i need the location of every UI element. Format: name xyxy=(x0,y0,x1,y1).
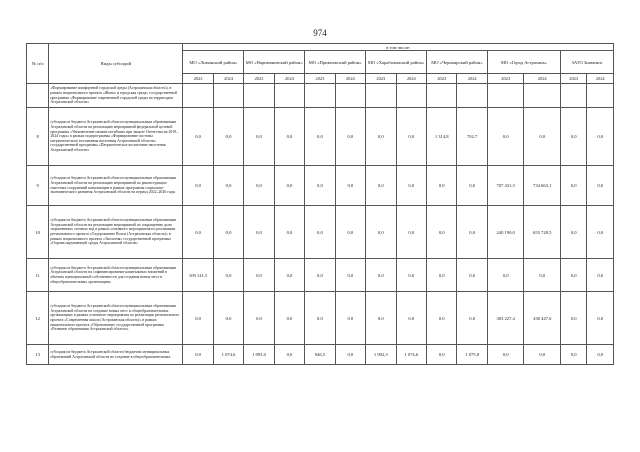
row-number: 10 xyxy=(27,206,49,259)
header-year: 2023 xyxy=(487,74,524,84)
value-cell: 0,0 xyxy=(587,166,614,206)
value-cell: 0,0 xyxy=(305,108,335,166)
value-cell: 438 447,6 xyxy=(524,292,561,345)
page-number: 974 xyxy=(313,28,327,38)
value-cell: 0,0 xyxy=(426,292,456,345)
value-cell: 0,0 xyxy=(560,108,586,166)
value-cell: 1 074,6 xyxy=(213,345,243,365)
value-cell: 0,0 xyxy=(274,259,304,292)
value-cell: 0,0 xyxy=(305,292,335,345)
value-cell: 0,0 xyxy=(244,292,274,345)
header-municipality: ЗАТО Знаменск xyxy=(560,51,613,74)
row-number: 13 xyxy=(27,345,49,365)
value-cell: 0,0 xyxy=(524,345,561,365)
value-cell xyxy=(274,84,304,108)
value-cell: 0,0 xyxy=(183,206,213,259)
value-cell: 303 227,4 xyxy=(487,292,524,345)
header-year: 2024 xyxy=(524,74,561,84)
value-cell: 1 075,8 xyxy=(457,345,487,365)
value-cell: 702,7 xyxy=(457,108,487,166)
value-cell: 0,0 xyxy=(366,292,396,345)
value-cell: 0,0 xyxy=(426,206,456,259)
value-cell: 1 314,8 xyxy=(426,108,456,166)
value-cell: 0,0 xyxy=(487,345,524,365)
header-year: 2024 xyxy=(335,74,365,84)
header-subsidy-type: Виды субсидий xyxy=(49,44,183,84)
value-cell: 0,0 xyxy=(305,259,335,292)
value-cell: 0,0 xyxy=(183,166,213,206)
table-row xyxy=(27,108,614,166)
value-cell: 0,0 xyxy=(213,166,243,206)
value-cell: 0,0 xyxy=(244,108,274,166)
table-row xyxy=(27,259,614,292)
value-cell: 0,0 xyxy=(560,166,586,206)
value-cell: 0,0 xyxy=(335,166,365,206)
subsidy-description: «Формирование комфортной городской среды (Астраханская область)» в рамках национального проекта «Жилье и городская среда» государственной программы «Формирование современной городской среды на территории Астраханской области» xyxy=(49,84,183,108)
value-cell: 0,0 xyxy=(396,108,426,166)
value-cell: 0,0 xyxy=(335,259,365,292)
subsidy-description: субсидия из бюджета Астраханской области муниципальным образованиям Астраханской области на реализацию мероприятий по сокращению доли загрязненных сточных вод в рамках основного мероприятия по реализации регионального проекта «Оздоровление Волги (Астраханская область)» в рамках национального проекта «Экология» государственной программы «Охрана окружающей среды Астраханской области» xyxy=(49,206,183,259)
header-municipality: МО «Харабалинский район» xyxy=(366,51,427,74)
header-municipality: МО «Приволжский район» xyxy=(305,51,366,74)
value-cell xyxy=(560,84,586,108)
value-cell: 0,0 xyxy=(560,206,586,259)
table-row xyxy=(27,84,614,108)
value-cell: 946,5 xyxy=(305,345,335,365)
value-cell: 0,0 xyxy=(396,166,426,206)
value-cell xyxy=(335,84,365,108)
value-cell: 0,0 xyxy=(457,206,487,259)
value-cell: 0,0 xyxy=(396,206,426,259)
subsidy-description: субсидия из бюджета Астраханской области муниципальным образованиям Астраханской области на реализацию мероприятий федеральной целевой программы «Увековечение памяти погибших при защите Отечества на 2019–2024 годы» в рамках подпрограммы «Формирование системы патриотического воспитания населения Астраханской области» государственной программы «Патриотическое воспитание населения Астраханской области» xyxy=(49,108,183,166)
subsidy-description: субсидия из бюджета Астраханской области муниципальным образованиям Астраханской области на создание новых мест в общеобразовательных организациях в рамках основного мероприятия по реализации регионального проекта «Современная школа (Астраханская область)» в рамках национального проекта «Образование» государственной программы «Развитие образования Астраханской области» xyxy=(49,292,183,345)
value-cell: 0,0 xyxy=(396,292,426,345)
value-cell: 0,0 xyxy=(244,259,274,292)
value-cell xyxy=(524,84,561,108)
value-cell: 0,0 xyxy=(426,166,456,206)
value-cell: 0,0 xyxy=(457,166,487,206)
value-cell: 0,0 xyxy=(183,345,213,365)
value-cell: 0,0 xyxy=(366,166,396,206)
row-number xyxy=(27,84,49,108)
value-cell: 0,0 xyxy=(587,206,614,259)
value-cell xyxy=(426,84,456,108)
value-cell: 0,0 xyxy=(335,206,365,259)
value-cell: 0,0 xyxy=(487,108,524,166)
value-cell: 0,0 xyxy=(587,292,614,345)
value-cell: 1 893,0 xyxy=(244,345,274,365)
value-cell: 0,0 xyxy=(213,292,243,345)
value-cell: 0,0 xyxy=(366,206,396,259)
value-cell: 0,0 xyxy=(587,259,614,292)
value-cell: 0,0 xyxy=(335,345,365,365)
header-year: 2023 xyxy=(244,74,274,84)
value-cell: 734 663,1 xyxy=(524,166,561,206)
row-number: 12 xyxy=(27,292,49,345)
row-number: 8 xyxy=(27,108,49,166)
header-year: 2024 xyxy=(587,74,614,84)
table-row xyxy=(27,206,614,259)
value-cell: 0,0 xyxy=(305,206,335,259)
header-year: 2023 xyxy=(560,74,586,84)
value-cell xyxy=(366,84,396,108)
value-cell: 0,0 xyxy=(274,345,304,365)
value-cell: 0,0 xyxy=(524,108,561,166)
header-year: 2024 xyxy=(274,74,304,84)
value-cell: 0,0 xyxy=(183,108,213,166)
value-cell: 0,0 xyxy=(487,259,524,292)
value-cell: 707 431,3 xyxy=(487,166,524,206)
value-cell: 0,0 xyxy=(274,206,304,259)
value-cell: 0,0 xyxy=(366,108,396,166)
value-cell xyxy=(183,84,213,108)
value-cell: 240 190,0 xyxy=(487,206,524,259)
header-year: 2024 xyxy=(457,74,487,84)
value-cell: 0,0 xyxy=(274,108,304,166)
value-cell xyxy=(244,84,274,108)
value-cell xyxy=(305,84,335,108)
header-municipality: МО «Наримановский район» xyxy=(244,51,305,74)
value-cell: 0,0 xyxy=(183,292,213,345)
table-row xyxy=(27,292,614,345)
value-cell xyxy=(213,84,243,108)
value-cell: 0,0 xyxy=(587,345,614,365)
value-cell: 1 902,3 xyxy=(366,345,396,365)
header-year: 2023 xyxy=(426,74,456,84)
value-cell xyxy=(396,84,426,108)
header-year: 2023 xyxy=(183,74,213,84)
value-cell: 0,0 xyxy=(524,259,561,292)
header-year: 2024 xyxy=(213,74,243,84)
value-cell: 0,0 xyxy=(213,108,243,166)
value-cell: 0,0 xyxy=(560,345,586,365)
table-row xyxy=(27,345,614,365)
value-cell: 0,0 xyxy=(426,259,456,292)
header-year: 2023 xyxy=(366,74,396,84)
header-municipality: МО «Город Астрахань» xyxy=(487,51,560,74)
value-cell: 0,0 xyxy=(335,108,365,166)
value-cell: 0,0 xyxy=(366,259,396,292)
header-municipality: МО «Лиманский район» xyxy=(183,51,244,74)
header-including: в том числе: xyxy=(183,44,614,51)
value-cell xyxy=(457,84,487,108)
value-cell: 1 074,6 xyxy=(396,345,426,365)
value-cell: 0,0 xyxy=(213,259,243,292)
value-cell: 0,0 xyxy=(335,292,365,345)
row-number: 9 xyxy=(27,166,49,206)
header-year: 2024 xyxy=(396,74,426,84)
value-cell: 655 728,5 xyxy=(524,206,561,259)
row-number: 11 xyxy=(27,259,49,292)
value-cell: 109 141,5 xyxy=(183,259,213,292)
value-cell xyxy=(587,84,614,108)
subsidy-description: субсидия из бюджета Астраханской области бюджетам муниципальных образований Астраханской области на создание в общеобразовательных xyxy=(49,345,183,365)
value-cell: 0,0 xyxy=(244,206,274,259)
table-row xyxy=(27,166,614,206)
header-no: № п/п xyxy=(27,44,49,84)
table-body xyxy=(27,84,614,365)
value-cell: 0,0 xyxy=(426,345,456,365)
value-cell: 0,0 xyxy=(457,292,487,345)
value-cell: 0,0 xyxy=(213,206,243,259)
value-cell: 0,0 xyxy=(305,166,335,206)
subsidy-table xyxy=(26,43,614,365)
subsidy-description: субсидия из бюджета Астраханской области муниципальным образованиям Астраханской области на софинансирование капитальных вложений в объекты муниципальной собственности для создания новых мест в общеобразовательных организациях xyxy=(49,259,183,292)
value-cell: 0,0 xyxy=(587,108,614,166)
value-cell: 0,0 xyxy=(244,166,274,206)
value-cell: 0,0 xyxy=(560,292,586,345)
value-cell: 0,0 xyxy=(274,292,304,345)
header-year: 2023 xyxy=(305,74,335,84)
value-cell: 0,0 xyxy=(274,166,304,206)
header-municipality: МО «Черноярский район» xyxy=(426,51,487,74)
value-cell: 0,0 xyxy=(457,259,487,292)
subsidy-description: субсидия из бюджета Астраханской области муниципальным образованиям Астраханской области на реализацию мероприятий по реконструкции очистных сооружений канализации в рамках программы социально-экономического развития Астраханской области на период 2022–2026 годы xyxy=(49,166,183,206)
value-cell: 0,0 xyxy=(560,259,586,292)
value-cell xyxy=(487,84,524,108)
value-cell: 0,0 xyxy=(396,259,426,292)
